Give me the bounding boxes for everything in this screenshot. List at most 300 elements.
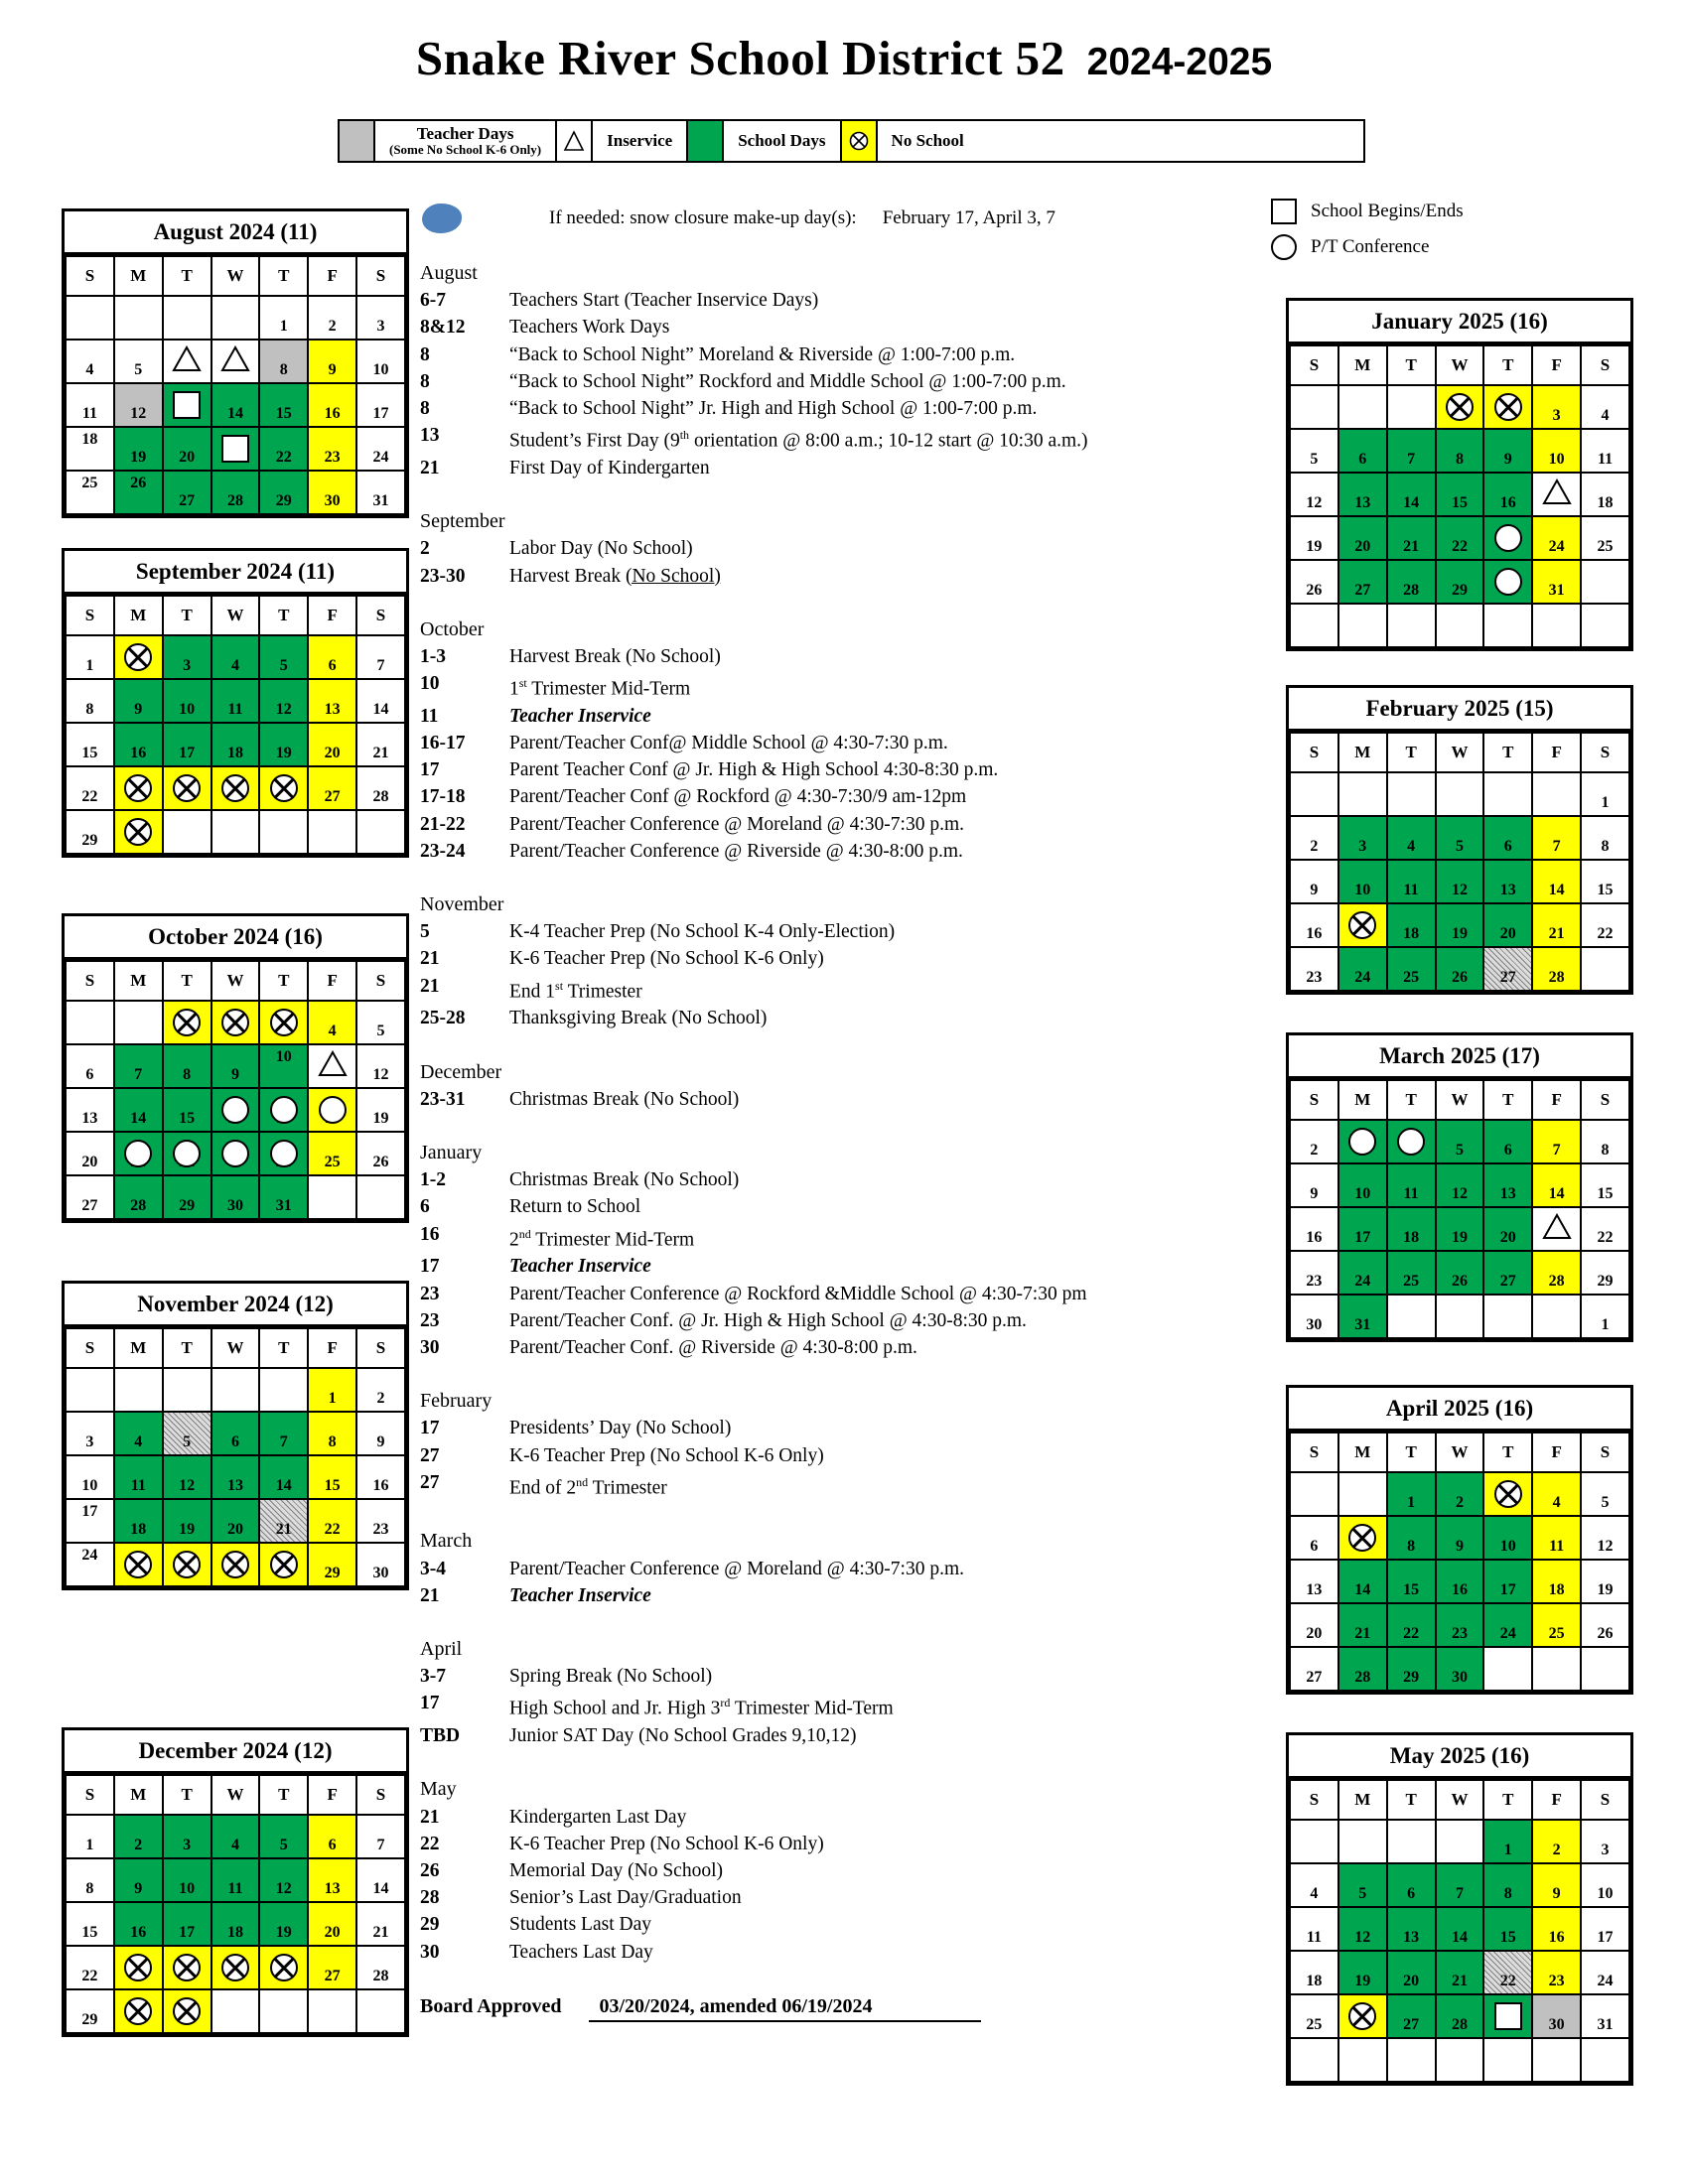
day-cell-empty <box>1338 772 1387 816</box>
day-number: 12 <box>179 1477 196 1494</box>
day-cell-11 <box>1581 429 1629 473</box>
no-school-circle-x-icon <box>173 1954 201 1981</box>
school-begins-ends-square-icon <box>173 391 201 419</box>
legend-bar <box>338 119 1365 163</box>
day-number: 3 <box>376 318 385 335</box>
day-cell-17 <box>163 1902 211 1946</box>
weekday-header: T <box>1483 345 1532 385</box>
day-number: 1 <box>85 657 94 674</box>
weekday-header: F <box>308 1775 356 1815</box>
day-number: 5 <box>1601 1494 1610 1511</box>
day-cell-21 <box>1436 1951 1484 1994</box>
day-number: 15 <box>1499 1929 1516 1946</box>
day-cell-9 <box>1290 1163 1338 1207</box>
day-cell-31 <box>1581 1994 1629 2038</box>
week-row <box>66 383 405 427</box>
day-cell-25 <box>308 1132 356 1175</box>
week-row <box>1290 1251 1629 1295</box>
day-cell-27 <box>1387 1994 1436 2038</box>
day-cell-10 <box>163 679 211 723</box>
day-number: 10 <box>1548 451 1565 468</box>
weekday-header: T <box>163 1775 211 1815</box>
day-cell-22 <box>308 1499 356 1543</box>
weekday-header: W <box>211 256 260 296</box>
board-approval <box>420 1995 981 2022</box>
day-number: 14 <box>130 1110 147 1127</box>
day-cell-12 <box>1290 473 1338 516</box>
day-cell-23 <box>211 1132 260 1175</box>
day-number: 16 <box>324 405 341 422</box>
day-cell-13 <box>163 383 211 427</box>
week-row <box>1290 1560 1629 1603</box>
weekday-header: S <box>1581 733 1629 772</box>
week-row <box>1290 1295 1629 1338</box>
day-number: 23 <box>1306 1273 1323 1290</box>
day-cell-7 <box>114 1044 163 1088</box>
day-number: 9 <box>328 361 337 378</box>
day-number: 11 <box>1597 451 1614 468</box>
week-row <box>1290 2038 1629 2082</box>
day-cell-4 <box>1387 1120 1436 1163</box>
day-number: 17 <box>1597 1929 1614 1946</box>
day-cell-empty <box>1290 604 1338 647</box>
day-number: 24 <box>1597 1973 1614 1989</box>
week-row <box>66 471 405 514</box>
day-cell-empty <box>1290 772 1338 816</box>
day-number: 29 <box>324 1565 341 1581</box>
day-cell-3 <box>66 1412 114 1455</box>
day-cell-29 <box>1436 560 1484 604</box>
day-cell-22 <box>1483 1951 1532 1994</box>
day-number: 9 <box>1503 451 1512 468</box>
event-date: 2 <box>420 538 430 560</box>
day-cell-1 <box>1581 772 1629 816</box>
day-cell-26 <box>163 1543 211 1586</box>
week-row <box>66 723 405 766</box>
event-row <box>420 918 1234 945</box>
event-date: 11 <box>420 705 439 727</box>
day-number: 27 <box>1306 1669 1323 1686</box>
event-description: Return to School <box>509 1196 641 1218</box>
day-number: 20 <box>1403 1973 1420 1989</box>
day-cell-7 <box>1436 1863 1484 1907</box>
event-row <box>420 455 1234 481</box>
event-date: 23-31 <box>420 1088 466 1110</box>
day-number: 17 <box>372 405 389 422</box>
event-row <box>420 1281 1234 1307</box>
day-number: 9 <box>230 1066 239 1083</box>
event-date: 8&12 <box>420 317 466 339</box>
day-number: 25 <box>1548 1625 1565 1642</box>
day-number: 30 <box>226 1197 243 1214</box>
pt-conference-circle-icon <box>1494 524 1522 552</box>
district-title: Snake River School District 52 <box>415 31 1065 85</box>
day-cell-31 <box>163 1989 211 2033</box>
no-school-circle-x-icon <box>270 774 298 802</box>
day-cell-10 <box>356 340 405 383</box>
event-date: 10 <box>420 673 440 695</box>
event-description: Parent/Teacher Conf. @ Riverside @ 4:30-8:00 p.m. <box>509 1336 917 1358</box>
weekday-header: T <box>1387 1780 1436 1820</box>
week-row <box>66 1044 405 1088</box>
legend-label-teacher-days: Teacher Days <box>416 124 514 144</box>
day-cell-29 <box>1483 1994 1532 2038</box>
no-school-circle-x-icon <box>124 643 152 671</box>
day-cell-17 <box>1532 473 1581 516</box>
day-cell-16 <box>1290 1207 1338 1251</box>
day-cell-12 <box>163 1455 211 1499</box>
event-description: Harvest Break (No School) <box>509 645 721 667</box>
day-number: 20 <box>324 1924 341 1941</box>
day-cell-12 <box>259 1858 308 1902</box>
month-title: December 2024 (12) <box>65 1730 406 1774</box>
day-cell-14 <box>1532 1163 1581 1207</box>
day-number: 3 <box>85 1433 94 1450</box>
day-number: 1 <box>328 1390 337 1407</box>
day-cell-20 <box>163 427 211 471</box>
day-number: 13 <box>1403 1929 1420 1946</box>
day-cell-16 <box>356 1455 405 1499</box>
week-row <box>1290 1207 1629 1251</box>
day-cell-11 <box>114 1455 163 1499</box>
day-cell-empty <box>1581 1647 1629 1691</box>
legend-label-school-days: School Days <box>738 131 826 151</box>
event-date: 1-3 <box>420 645 446 667</box>
day-number: 26 <box>1451 969 1468 986</box>
day-number: 8 <box>183 1066 192 1083</box>
day-cell-25 <box>1290 1994 1338 2038</box>
day-cell-30 <box>1436 1647 1484 1691</box>
day-cell-20 <box>308 723 356 766</box>
day-number: 27 <box>81 1197 98 1214</box>
pt-conference-circle-icon <box>270 1096 298 1124</box>
day-number: 1 <box>1601 794 1610 811</box>
day-cell-15 <box>66 1902 114 1946</box>
weekday-header: S <box>1290 1780 1338 1820</box>
square-icon <box>1271 199 1297 224</box>
day-number: 12 <box>372 1066 389 1083</box>
month-title: April 2025 (16) <box>1289 1388 1630 1432</box>
day-cell-2 <box>211 1001 260 1044</box>
day-cell-14 <box>1532 860 1581 903</box>
day-cell-17 <box>356 383 405 427</box>
week-row <box>1290 816 1629 860</box>
day-cell-28 <box>1436 1994 1484 2038</box>
day-number: 22 <box>275 449 292 466</box>
day-cell-23 <box>1532 1951 1581 1994</box>
event-description: Spring Break (No School) <box>509 1666 713 1688</box>
day-number: 14 <box>372 1880 389 1897</box>
events-list <box>420 260 1234 1966</box>
day-number: 27 <box>179 492 196 509</box>
day-number: 30 <box>1548 2016 1565 2033</box>
day-number: 7 <box>376 657 385 674</box>
day-cell-9 <box>1483 429 1532 473</box>
day-cell-empty <box>308 1989 356 2033</box>
month-calendar-may <box>1286 1732 1633 2086</box>
day-number: 28 <box>1548 1273 1565 1290</box>
day-cell-18 <box>114 1499 163 1543</box>
day-cell-3 <box>1532 385 1581 429</box>
day-cell-5 <box>259 635 308 679</box>
day-number: 13 <box>1499 882 1516 898</box>
day-cell-10 <box>1532 429 1581 473</box>
event-row <box>420 1221 1234 1254</box>
week-row <box>1290 860 1629 903</box>
no-school-circle-x-icon <box>1446 393 1474 421</box>
day-number: 6 <box>1503 838 1512 855</box>
event-row <box>420 1005 1234 1031</box>
weekday-header: T <box>1387 1080 1436 1120</box>
day-number: 27 <box>1499 969 1516 986</box>
day-cell-23 <box>1436 1603 1484 1647</box>
day-cell-31 <box>1532 560 1581 604</box>
weekday-header-row <box>66 961 405 1001</box>
week-row <box>1290 1516 1629 1560</box>
day-number: 4 <box>1552 1494 1561 1511</box>
day-cell-15 <box>1581 1163 1629 1207</box>
day-number: 6 <box>85 1066 94 1083</box>
weekday-header: S <box>1290 733 1338 772</box>
day-cell-24 <box>1338 1251 1387 1295</box>
day-cell-empty <box>1338 1472 1387 1516</box>
event-row <box>420 314 1234 341</box>
day-cell-5 <box>163 1412 211 1455</box>
event-row <box>420 1857 1234 1884</box>
event-description: Parent/Teacher Conf. @ Jr. High & High School @ 4:30-8:30 p.m. <box>509 1309 1027 1331</box>
weekday-header: T <box>1483 1780 1532 1820</box>
day-number: 15 <box>1597 882 1614 898</box>
weekday-header-row <box>66 256 405 296</box>
day-cell-empty <box>1436 2038 1484 2082</box>
day-number: 18 <box>1403 925 1420 942</box>
day-number: 3 <box>183 657 192 674</box>
day-number: 18 <box>130 1521 147 1538</box>
day-cell-15 <box>1483 1907 1532 1951</box>
pt-conference-circle-icon <box>1397 1128 1425 1156</box>
day-number: 4 <box>1601 407 1610 424</box>
week-row <box>1290 473 1629 516</box>
day-cell-3 <box>163 1815 211 1858</box>
day-number: 5 <box>1455 1142 1464 1159</box>
day-cell-6 <box>1483 1120 1532 1163</box>
day-cell-28 <box>1532 1251 1581 1295</box>
day-cell-19 <box>356 1088 405 1132</box>
month-grid <box>65 1327 406 1587</box>
day-cell-28 <box>356 1946 405 1989</box>
week-row <box>66 296 405 340</box>
day-number: 9 <box>1310 1185 1319 1202</box>
event-description: 2nd Trimester Mid-Term <box>509 1226 695 1251</box>
no-school-circle-x-icon <box>124 1551 152 1578</box>
day-cell-25 <box>1581 516 1629 560</box>
week-row <box>66 679 405 723</box>
no-school-circle-x-icon <box>173 1009 201 1036</box>
event-row <box>420 730 1234 756</box>
event-row <box>420 1582 1234 1609</box>
day-cell-9 <box>1290 860 1338 903</box>
day-cell-19 <box>1436 1207 1484 1251</box>
day-number: 25 <box>1403 969 1420 986</box>
day-cell-19 <box>1338 1951 1387 1994</box>
day-cell-25 <box>211 1946 260 1989</box>
event-description: Student’s First Day (9th orientation @ 8:00 a.m.; 10-12 start @ 10:30 a.m.) <box>509 428 1088 452</box>
day-cell-19 <box>1290 516 1338 560</box>
day-number: 26 <box>1597 1625 1614 1642</box>
day-cell-10 <box>1338 1163 1387 1207</box>
day-number: 24 <box>372 449 389 466</box>
day-cell-6 <box>1290 1516 1338 1560</box>
event-description: Kindergarten Last Day <box>509 1806 687 1828</box>
weekday-header: M <box>114 1775 163 1815</box>
day-cell-16 <box>1436 1560 1484 1603</box>
event-description: Teacher Inservice <box>509 1256 651 1278</box>
weekday-header: F <box>1532 345 1581 385</box>
day-cell-21 <box>1532 903 1581 947</box>
event-description: Thanksgiving Break (No School) <box>509 1008 768 1029</box>
day-number: 15 <box>179 1110 196 1127</box>
day-cell-27 <box>1483 947 1532 991</box>
day-cell-8 <box>66 679 114 723</box>
month-grid <box>1289 1432 1630 1692</box>
month-calendar-january <box>1286 298 1633 651</box>
day-cell-5 <box>356 1001 405 1044</box>
weekday-header: T <box>1483 733 1532 772</box>
day-number: 12 <box>1451 1185 1468 1202</box>
event-date: 8 <box>420 398 430 420</box>
day-cell-empty <box>1436 772 1484 816</box>
weekday-header: S <box>1290 1080 1338 1120</box>
event-description: Memorial Day (No School) <box>509 1859 723 1881</box>
event-description: Parent Teacher Conf @ Jr. High & High School 4:30-8:30 p.m. <box>509 759 999 781</box>
week-row <box>1290 1163 1629 1207</box>
day-number: 16 <box>1306 925 1323 942</box>
day-cell-21 <box>1338 1603 1387 1647</box>
week-row <box>1290 1820 1629 1863</box>
day-number: 7 <box>1455 1885 1464 1902</box>
day-number: 10 <box>179 1880 196 1897</box>
day-cell-26 <box>356 1132 405 1175</box>
event-row <box>420 422 1234 455</box>
day-cell-3 <box>1581 1820 1629 1863</box>
weekday-header: T <box>1387 1433 1436 1472</box>
day-number: 5 <box>376 1023 385 1039</box>
day-number: 22 <box>81 1968 98 1984</box>
weekday-header: T <box>259 1775 308 1815</box>
day-cell-empty <box>114 296 163 340</box>
day-cell-15 <box>1581 860 1629 903</box>
weekday-header: W <box>1436 1433 1484 1472</box>
events-month-header: April <box>420 1638 463 1661</box>
key-school-begins-ends <box>1271 199 1648 224</box>
day-number: 29 <box>275 492 292 509</box>
day-number: 15 <box>81 1924 98 1941</box>
day-cell-5 <box>1436 816 1484 860</box>
week-row <box>66 1989 405 2033</box>
day-cell-16 <box>114 723 163 766</box>
weekday-header: S <box>1290 345 1338 385</box>
day-cell-28 <box>1338 1647 1387 1691</box>
event-date: 3-7 <box>420 1666 446 1688</box>
day-number: 17 <box>179 1924 196 1941</box>
key-pt-conference <box>1271 234 1648 260</box>
day-cell-empty <box>1581 947 1629 991</box>
event-row <box>420 1804 1234 1831</box>
day-cell-6 <box>1338 429 1387 473</box>
day-number: 20 <box>81 1154 98 1170</box>
day-number: 26 <box>130 475 147 491</box>
day-cell-29 <box>1387 1647 1436 1691</box>
day-cell-31 <box>356 471 405 514</box>
day-cell-14 <box>1436 1907 1484 1951</box>
day-cell-9 <box>356 1412 405 1455</box>
month-grid <box>1289 1079 1630 1339</box>
day-number: 11 <box>1306 1929 1322 1946</box>
month-calendar-august <box>62 208 409 518</box>
weekday-header: M <box>1338 1080 1387 1120</box>
event-row <box>420 703 1234 730</box>
day-cell-24 <box>1483 1603 1532 1647</box>
day-cell-empty <box>211 1368 260 1412</box>
weekday-header: T <box>163 961 211 1001</box>
day-cell-9 <box>114 679 163 723</box>
day-cell-1 <box>1483 1820 1532 1863</box>
weekday-header: T <box>259 961 308 1001</box>
day-cell-2 <box>1436 1472 1484 1516</box>
day-cell-7 <box>1387 429 1436 473</box>
day-cell-21 <box>356 1902 405 1946</box>
event-row <box>420 1939 1234 1966</box>
day-cell-13 <box>1483 860 1532 903</box>
day-cell-5 <box>259 1815 308 1858</box>
weekday-header: M <box>1338 1780 1387 1820</box>
day-number: 7 <box>134 1066 143 1083</box>
weekday-header: T <box>259 1328 308 1368</box>
day-cell-empty <box>114 1001 163 1044</box>
day-number: 12 <box>130 405 147 422</box>
day-number: 19 <box>1597 1581 1614 1598</box>
day-cell-24 <box>163 1946 211 1989</box>
day-cell-4 <box>1290 1863 1338 1907</box>
day-cell-empty <box>211 296 260 340</box>
day-cell-29 <box>163 1175 211 1219</box>
day-cell-18 <box>1581 473 1629 516</box>
inservice-triangle-icon <box>172 345 202 377</box>
day-cell-28 <box>356 766 405 810</box>
day-number: 29 <box>1403 1669 1420 1686</box>
weekday-header: T <box>163 1328 211 1368</box>
day-number: 19 <box>275 1924 292 1941</box>
day-cell-27 <box>1290 1647 1338 1691</box>
inservice-triangle-icon <box>1542 1213 1572 1245</box>
day-number: 11 <box>1403 1185 1419 1202</box>
day-number: 13 <box>1354 494 1371 511</box>
no-school-circle-x-icon <box>270 1954 298 1981</box>
event-row <box>420 838 1234 865</box>
key-label-pt-conference: P/T Conference <box>1311 236 1430 257</box>
day-cell-5 <box>1338 1863 1387 1907</box>
day-cell-27 <box>163 471 211 514</box>
day-cell-empty <box>308 1175 356 1219</box>
day-cell-12 <box>259 679 308 723</box>
day-number: 31 <box>372 492 389 509</box>
day-cell-13 <box>1387 1907 1436 1951</box>
day-cell-8 <box>163 1044 211 1088</box>
month-grid <box>1289 1779 1630 2083</box>
day-number: 11 <box>227 1880 243 1897</box>
weekday-header: M <box>1338 1433 1387 1472</box>
event-date: 21 <box>420 948 440 970</box>
